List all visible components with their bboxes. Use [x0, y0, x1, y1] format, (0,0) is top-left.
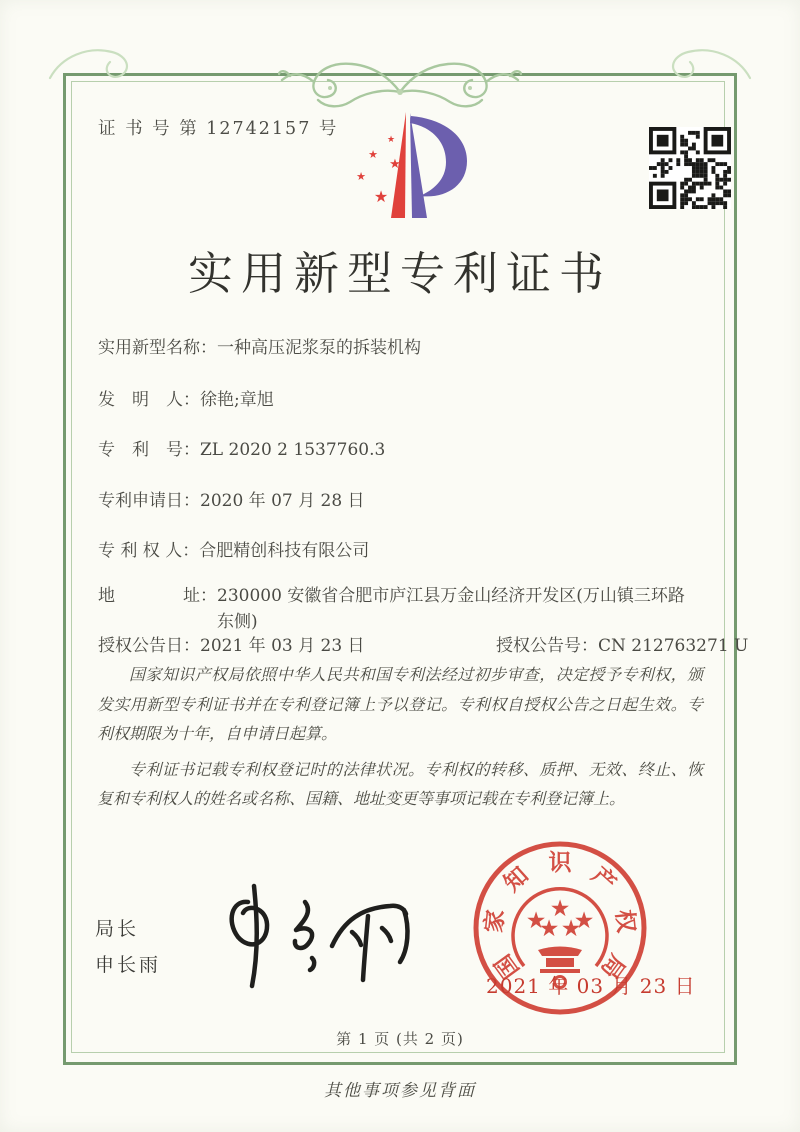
svg-text:★: ★ — [386, 135, 396, 145]
field-value: 2020 年 07 月 28 日 — [200, 491, 365, 511]
svg-text:★: ★ — [368, 148, 378, 161]
legal-paragraph-1: 国家知识产权局依照中华人民共和国专利法经过初步审查，决定授予专利权，颁发实用新型专利证书并在专利登记簿上予以登记。专利权自授权公告之日起生效。专利权期限为十年，自申请日起算。 — [97, 665, 703, 743]
grant-date-pair — [98, 636, 365, 656]
svg-text:★: ★ — [549, 896, 571, 922]
field-label: 专 利 号： — [98, 440, 200, 460]
field-label: 发 明 人： — [98, 390, 200, 410]
legal-text-block — [97, 660, 703, 820]
field-label: 专 利 权 人： — [98, 541, 200, 561]
field-label: 地 址： — [98, 586, 217, 606]
director-name: 申长雨 — [95, 954, 162, 976]
svg-text:家: 家 — [480, 908, 510, 935]
field-row-patentee — [98, 539, 369, 563]
svg-text:★: ★ — [538, 916, 560, 942]
director-signature-icon — [200, 874, 420, 990]
field-label: 授权公告号： — [496, 636, 598, 656]
field-value: 一种高压泥浆泵的拆装机构 — [217, 338, 421, 358]
field-row-address — [98, 583, 699, 635]
field-row-utility-name — [98, 336, 421, 360]
back-side-note: 其他事项参见背面 — [324, 1081, 476, 1101]
certificate-title: 实用新型专利证书 — [187, 247, 612, 300]
director-title: 局长 — [95, 918, 140, 940]
field-row-patent-number — [98, 438, 385, 462]
certificate-number: 证 书 号 第 12742157 号 — [98, 119, 339, 139]
field-label: 专利申请日： — [98, 491, 200, 511]
grant-number-pair — [496, 634, 748, 658]
svg-text:局: 局 — [595, 949, 631, 984]
svg-text:产: 产 — [586, 861, 622, 898]
svg-text:权: 权 — [610, 908, 640, 935]
svg-text:★: ★ — [560, 916, 582, 942]
page-number: 第 1 页 (共 2 页) — [336, 1030, 464, 1048]
svg-text:★: ★ — [373, 187, 389, 206]
cnipa-logo-icon — [333, 106, 478, 231]
svg-text:★: ★ — [525, 908, 547, 934]
field-value: 合肥精创科技有限公司 — [199, 541, 370, 561]
field-value: 2021 年 03 月 23 日 — [200, 636, 365, 656]
field-label: 授权公告日： — [98, 636, 200, 656]
svg-text:国: 国 — [489, 949, 525, 984]
qr-code-icon — [649, 127, 731, 209]
svg-text:★: ★ — [389, 157, 401, 172]
field-value: 徐艳;章旭 — [200, 390, 274, 410]
seal-date: 2021 年 03 月 23 日 — [486, 974, 696, 998]
field-value: ZL 2020 2 1537760.3 — [200, 440, 386, 460]
field-value: CN 212763271 U — [598, 636, 749, 656]
field-value: 230000 安徽省合肥市庐江县万金山经济开发区(万山镇三环路东侧) — [217, 586, 685, 632]
field-row-filing-date — [98, 489, 365, 513]
field-row-inventor — [98, 388, 274, 412]
field-label: 实用新型名称： — [98, 338, 217, 358]
svg-text:★: ★ — [356, 170, 366, 183]
field-row-grant — [98, 634, 749, 658]
cnipa-round-seal-icon — [458, 826, 662, 1030]
svg-text:★: ★ — [573, 908, 595, 934]
svg-text:识: 识 — [548, 849, 572, 876]
svg-text:知: 知 — [498, 861, 534, 898]
legal-paragraph-2: 专利证书记载专利权登记时的法律状况。专利权的转移、质押、无效、终止、恢复和专利权人的姓名或名称、国籍、地址变更等事项记载在专利登记簿上。 — [97, 759, 703, 808]
